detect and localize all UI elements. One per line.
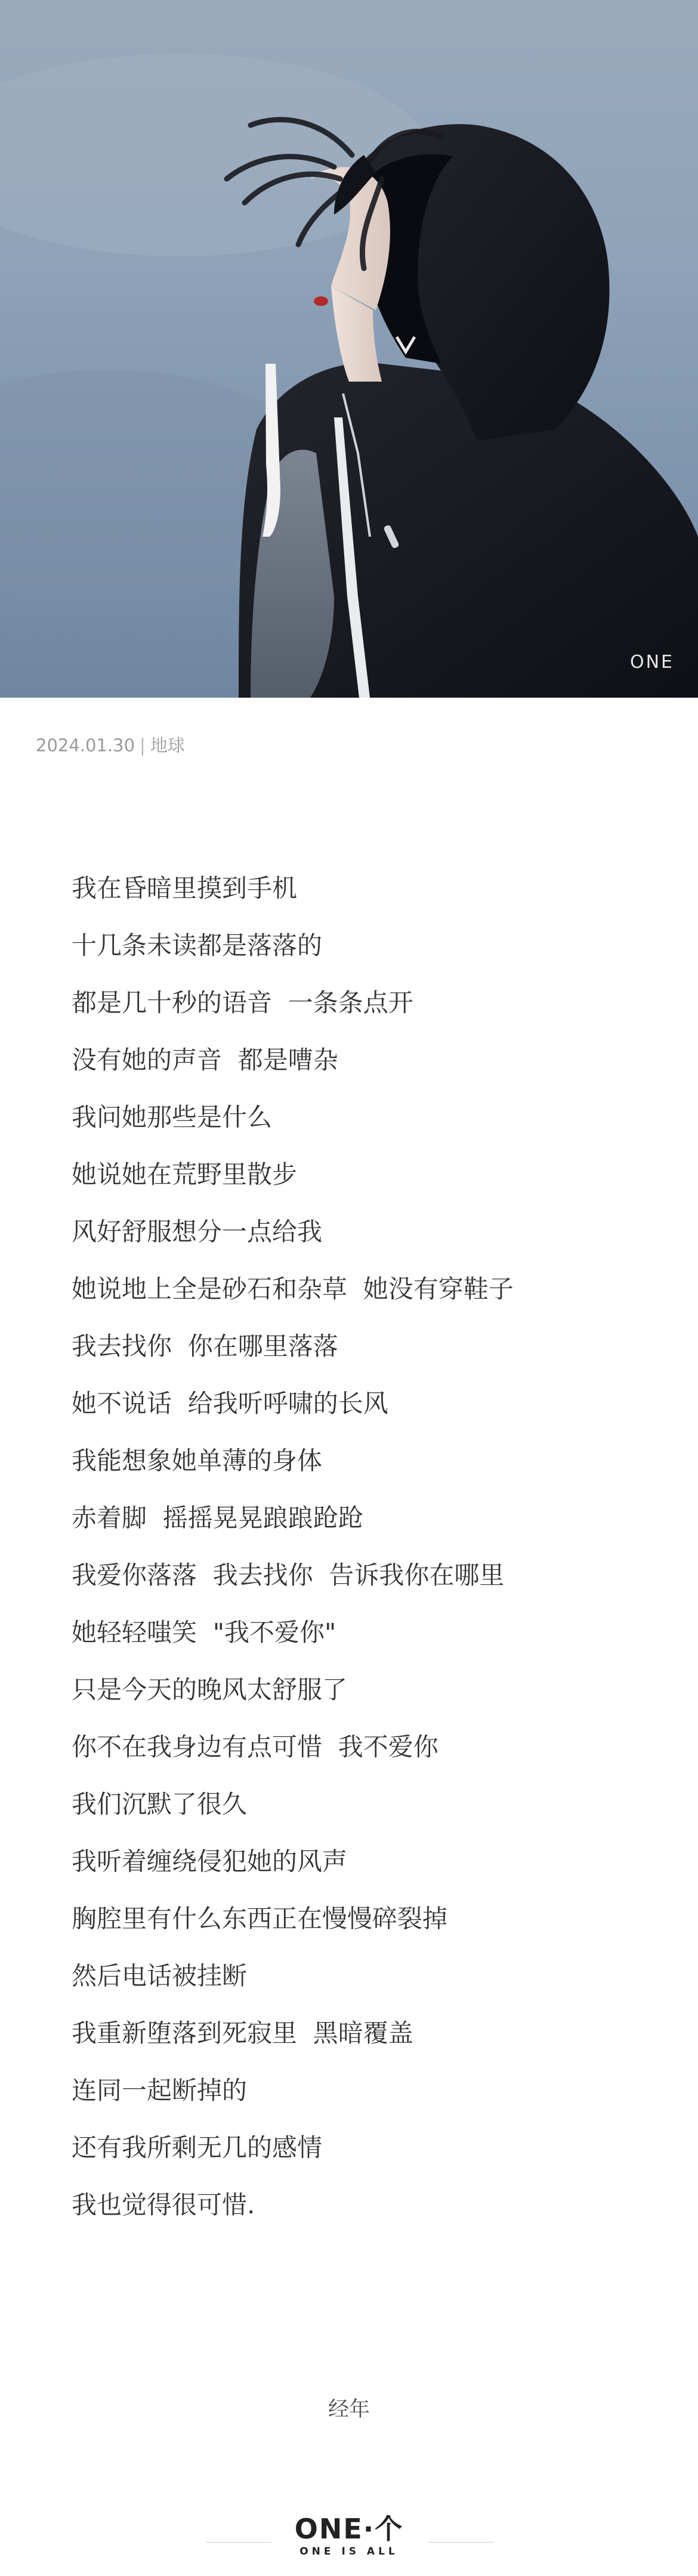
- poem-line: 我爱你落落 我去找你 告诉我你在哪里: [72, 1561, 505, 1590]
- brand-slogan: ONE IS ALL: [299, 2546, 399, 2558]
- poem-line: 我问她那些是什么: [72, 1103, 273, 1132]
- poem-line: 我重新堕落到死寂里 黑暗覆盖: [72, 2018, 413, 2048]
- poem-line: 我也觉得很可惜.: [72, 2190, 255, 2219]
- author-name: 经年: [328, 2398, 370, 2422]
- poem-line: 只是今天的晚风太舒服了: [72, 1675, 348, 1704]
- poem-line: 十几条未读都是落落的: [72, 931, 323, 960]
- poem-line: 她不说话 给我听呼啸的长风: [72, 1389, 388, 1418]
- poem-line: 她说地上全是砂石和杂草 她没有穿鞋子: [72, 1274, 514, 1304]
- poem-line: 我在昏暗里摸到手机: [72, 874, 298, 903]
- poem-line: 连同一起断掉的: [72, 2076, 248, 2105]
- poem-line: 都是几十秒的语音 一条条点开: [72, 988, 413, 1017]
- post-date: 2024.01.30: [36, 735, 135, 756]
- poem-line: 她说她在荒野里散步: [72, 1160, 298, 1189]
- brand-logo: ONE·个: [294, 2513, 404, 2545]
- cover-photo-illustration: [0, 0, 698, 698]
- poem-line: 风好舒服想分一点给我: [72, 1217, 323, 1246]
- poem-line: 胸腔里有什么东西正在慢慢碎裂掉: [72, 1904, 448, 1933]
- meta-separator: |: [140, 735, 146, 756]
- poem-line: 她轻轻嗤笑 "我不爱你": [72, 1618, 336, 1647]
- poem-line: 我去找你 你在哪里落落: [72, 1332, 338, 1361]
- post-meta: [36, 732, 185, 757]
- poem-line: 我们沉默了很久: [72, 1789, 248, 1819]
- poem-line: 还有我所剩无几的感情: [72, 2133, 323, 2162]
- poem-line: 没有她的声音 都是嘈杂: [72, 1045, 338, 1075]
- poem-line: 我听着缠绕侵犯她的风声: [72, 1847, 348, 1876]
- poem-line: 你不在我身边有点可惜 我不爱你: [72, 1732, 438, 1761]
- cover-photo: [0, 0, 698, 698]
- post-location: 地球: [150, 735, 185, 756]
- brand-footer: [0, 2507, 698, 2561]
- poem-body: [72, 860, 644, 2234]
- poem-line: 我能想象她单薄的身体: [72, 1446, 323, 1475]
- photo-watermark: ONE: [629, 652, 674, 673]
- poem-line: 赤着脚 摇摇晃晃踉踉跄跄: [72, 1503, 363, 1532]
- poem-line: 然后电话被挂断: [72, 1961, 248, 1990]
